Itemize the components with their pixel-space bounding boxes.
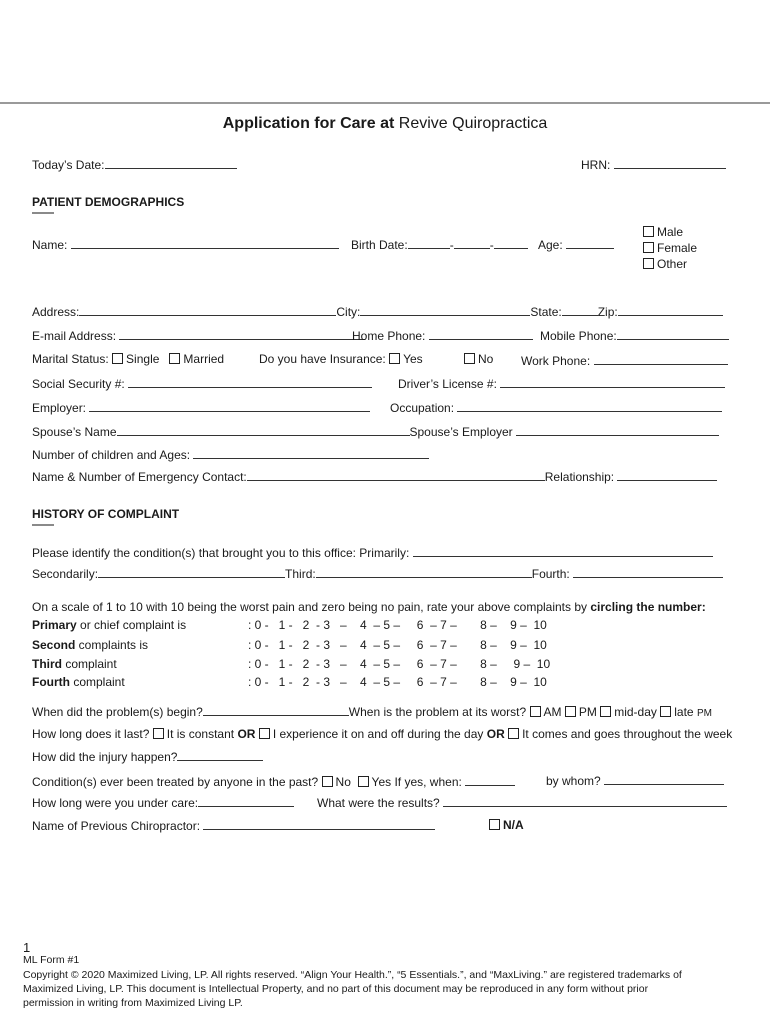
pain-scale-third [32, 657, 752, 673]
or-label: OR [486, 727, 505, 741]
birth-date-day-field[interactable] [454, 236, 490, 249]
hrn-label: HRN: [581, 158, 611, 172]
treated-row [32, 773, 515, 789]
age-row [538, 236, 614, 252]
onset-field[interactable] [203, 703, 349, 716]
address-field[interactable] [79, 303, 336, 316]
birth-date-separator: - [449, 238, 454, 252]
fourth-field[interactable] [573, 565, 723, 578]
birth-date-label: Birth Date: [351, 238, 408, 252]
conditions-secondary-row [32, 565, 723, 581]
employer-field[interactable] [89, 399, 370, 412]
work-phone-label: Work Phone: [521, 354, 591, 368]
gender-option-female[interactable] [643, 241, 697, 255]
insurance-row [259, 352, 423, 366]
pain-scale-label-bold: Primary [32, 618, 77, 632]
copyright-line-2: Maximized Living, LP. This document is Intellectual Property, and no part of this document may be reproduced in any form without prior [23, 983, 649, 995]
checkbox-treated-no[interactable] [322, 776, 333, 787]
duration-row [32, 727, 732, 741]
gender-option-male[interactable] [643, 225, 683, 239]
section-heading-demographics: PATIENT DEMOGRAPHICS [32, 195, 185, 209]
occupation-row [390, 399, 722, 415]
pain-scale-label-bold: Fourth [32, 675, 70, 689]
na-option[interactable] [489, 818, 524, 832]
birth-date-month-field[interactable] [408, 236, 450, 249]
age-label: Age: [538, 238, 563, 252]
hrn-field[interactable] [614, 156, 726, 169]
checkbox[interactable] [643, 226, 654, 237]
am-label: AM [543, 705, 562, 719]
third-field[interactable] [316, 565, 532, 578]
insurance-label: Do you have Insurance: [259, 352, 386, 366]
spouse-name-label: Spouse’s Name [32, 425, 117, 439]
pain-scale-label [32, 657, 117, 671]
injury-row [32, 748, 263, 764]
by-whom-row [546, 772, 724, 788]
checkbox-single[interactable] [112, 353, 123, 364]
checkbox[interactable] [643, 242, 654, 253]
conditions-row [32, 544, 713, 560]
title-bold: Application for Care at [222, 115, 395, 132]
todays-date-label: Today’s Date: [32, 158, 105, 172]
home-phone-label: Home Phone: [352, 329, 426, 343]
na-label: N/A [503, 818, 524, 832]
ssn-row [32, 375, 372, 391]
email-row [32, 327, 365, 343]
by-whom-field[interactable] [604, 772, 724, 785]
checkbox-treated-yes[interactable] [358, 776, 369, 787]
email-field[interactable] [119, 327, 365, 340]
gender-label: Other [657, 257, 688, 271]
results-field[interactable] [443, 794, 727, 807]
pain-scale-label-rest: complaints is [75, 638, 149, 652]
home-phone-row [352, 327, 533, 343]
name-field[interactable] [71, 236, 339, 249]
pain-scale-intro [32, 600, 706, 614]
pain-scale-primary [32, 618, 752, 634]
results-label: What were the results? [317, 796, 440, 810]
relationship-label: Relationship: [544, 470, 615, 484]
third-label: Third: [285, 567, 316, 581]
email-label: E-mail Address: [32, 329, 117, 343]
birth-date-row [351, 236, 528, 252]
name-row [32, 236, 339, 252]
marital-status-row [32, 352, 224, 366]
onset-row [32, 703, 712, 719]
hrn-row [581, 156, 726, 172]
spouse-row [32, 423, 719, 439]
pain-scale-fourth [32, 675, 752, 691]
pain-scale-label-bold: Third [32, 657, 62, 671]
relationship-field[interactable] [617, 468, 717, 481]
conditions-primary-field[interactable] [413, 544, 713, 557]
checkbox-midday[interactable] [600, 706, 611, 717]
previous-chiropractor-field[interactable] [203, 817, 435, 830]
employer-row [32, 399, 370, 415]
pain-scale-label [32, 675, 125, 689]
single-label: Single [126, 352, 160, 366]
pain-scale-second [32, 638, 752, 654]
ssn-field[interactable] [128, 375, 372, 388]
drivers-license-label: Driver’s License #: [398, 377, 497, 391]
married-label: Married [183, 352, 225, 366]
spouse-employer-label: Spouse’s Employer [409, 425, 513, 439]
pain-scale-numbers[interactable]: : 0 - 1 - 2 - 3 – 4 – 5 – 6 – 7 – 8 – 9 – 10 [248, 657, 551, 671]
insurance-no-option[interactable] [464, 352, 493, 366]
section-heading-complaint: HISTORY OF COMPLAINT [32, 507, 180, 521]
emergency-contact-field[interactable] [247, 468, 545, 481]
pain-scale-label-rest: or chief complaint is [76, 618, 187, 632]
gender-option-other[interactable] [643, 257, 687, 271]
children-field[interactable] [193, 446, 429, 459]
spouse-employer-field[interactable] [516, 423, 719, 436]
spouse-name-field[interactable] [117, 423, 410, 436]
previous-chiropractor-row [32, 817, 435, 833]
pain-scale-numbers[interactable]: : 0 - 1 - 2 - 3 – 4 – 5 – 6 – 7 – 8 – 9 – 10 [248, 638, 547, 652]
pain-scale-numbers[interactable]: : 0 - 1 - 2 - 3 – 4 – 5 – 6 – 7 – 8 – 9 – 10 [248, 675, 547, 689]
fourth-label: Fourth: [531, 567, 570, 581]
worst-time-label: When is the problem at its worst? [348, 705, 527, 719]
employer-label: Employer: [32, 401, 87, 415]
gender-label: Female [657, 241, 698, 255]
by-whom-label: by whom? [546, 774, 601, 788]
todays-date-row [32, 156, 237, 172]
late-label: late [674, 705, 694, 719]
copyright-line-3: permission in writing from Maximized Living LP. [23, 997, 243, 1009]
name-label: Name: [32, 238, 68, 252]
checkbox-late[interactable] [660, 706, 671, 717]
treated-when-field[interactable] [465, 773, 515, 786]
checkbox-na[interactable] [489, 819, 500, 830]
page-number: 1 [23, 940, 31, 955]
state-label: State: [530, 305, 562, 319]
address-row [32, 303, 723, 319]
onset-label: When did the problem(s) begin? [32, 705, 203, 719]
checkbox-pm[interactable] [565, 706, 576, 717]
mobile-phone-field[interactable] [617, 327, 729, 340]
checkbox-am[interactable] [530, 706, 541, 717]
treated-yes-label: Yes If yes, when: [371, 775, 462, 789]
checkbox-insurance-no[interactable] [464, 353, 475, 364]
drivers-license-field[interactable] [500, 375, 725, 388]
checkbox-married[interactable] [169, 353, 180, 364]
zip-label: Zip: [597, 305, 618, 319]
previous-chiropractor-label: Name of Previous Chiropractor: [32, 819, 201, 833]
secondarily-field[interactable] [98, 565, 285, 578]
pain-scale-label-rest: complaint [62, 657, 117, 671]
occupation-label: Occupation: [390, 401, 455, 415]
pain-scale-numbers[interactable]: : 0 - 1 - 2 - 3 – 4 – 5 – 6 – 7 – 8 – 9 – 10 [248, 618, 547, 632]
state-field[interactable] [562, 303, 598, 316]
city-label: City: [336, 305, 361, 319]
on-off-label: I experience it on and off during the day [272, 727, 484, 741]
todays-date-field[interactable] [105, 156, 237, 169]
age-field[interactable] [566, 236, 614, 249]
checkbox-constant[interactable] [153, 728, 164, 739]
birth-date-year-field[interactable] [494, 236, 528, 249]
pain-scale-label [32, 618, 186, 632]
section-underline [32, 212, 54, 214]
gender-label: Male [657, 225, 684, 239]
insurance-yes-label: Yes [403, 352, 423, 366]
children-row [32, 446, 429, 462]
duration-label: How long does it last? [32, 727, 150, 741]
work-phone-row [521, 352, 728, 368]
pain-scale-label [32, 638, 148, 652]
weekly-label: It comes and goes throughout the week [522, 727, 733, 741]
home-phone-field[interactable] [429, 327, 533, 340]
practice-name: Revive Quiropractica [398, 115, 548, 132]
page-title [0, 115, 770, 133]
occupation-field[interactable] [457, 399, 722, 412]
under-care-label: How long were you under care: [32, 796, 199, 810]
work-phone-field[interactable] [594, 352, 728, 365]
address-label: Address: [32, 305, 80, 319]
emergency-contact-row [32, 468, 717, 484]
conditions-primary-label: Please identify the condition(s) that brought you to this office: Primarily: [32, 546, 410, 560]
zip-field[interactable] [618, 303, 723, 316]
insurance-no-label: No [478, 352, 494, 366]
marital-status-label: Marital Status: [32, 352, 109, 366]
pm-label: PM [578, 705, 597, 719]
emergency-contact-label: Name & Number of Emergency Contact: [32, 470, 247, 484]
form-id: ML Form #1 [23, 954, 80, 966]
injury-field[interactable] [177, 748, 263, 761]
checkbox-insurance-yes[interactable] [389, 353, 400, 364]
injury-label: How did the injury happen? [32, 750, 178, 764]
top-rule [0, 102, 770, 104]
mobile-phone-label: Mobile Phone: [540, 329, 617, 343]
pain-scale-label-bold: Second [32, 638, 76, 652]
or-label: OR [237, 727, 256, 741]
secondarily-label: Secondarily: [32, 567, 99, 581]
children-label: Number of children and Ages: [32, 448, 191, 462]
constant-label: It is constant [166, 727, 235, 741]
checkbox-on-off[interactable] [259, 728, 270, 739]
city-field[interactable] [360, 303, 530, 316]
checkbox[interactable] [643, 258, 654, 269]
pain-scale-label-rest: complaint [70, 675, 125, 689]
checkbox-weekly[interactable] [508, 728, 519, 739]
results-row [317, 794, 727, 810]
birth-date-separator: - [489, 238, 494, 252]
under-care-field[interactable] [198, 794, 294, 807]
pain-scale-text-bold: circling the number: [590, 600, 706, 614]
treated-label: Condition(s) ever been treated by anyone in the past? [32, 775, 319, 789]
under-care-row [32, 794, 294, 810]
treated-no-label: No [335, 775, 351, 789]
section-underline [32, 524, 54, 526]
midday-label: mid-day [614, 705, 657, 719]
mobile-phone-row [540, 327, 729, 343]
ssn-label: Social Security #: [32, 377, 125, 391]
pain-scale-text: On a scale of 1 to 10 with 10 being the worst pain and zero being no pain, rate your above complaints by [32, 600, 588, 614]
copyright-line-1: Copyright © 2020 Maximized Living, LP. All rights reserved. “Align Your Health.”, “5 Essentials.”, and “MaxLiving.” are registered trademarks of [23, 969, 682, 981]
drivers-license-row [398, 375, 725, 391]
late-pm-label: PM [696, 708, 712, 719]
